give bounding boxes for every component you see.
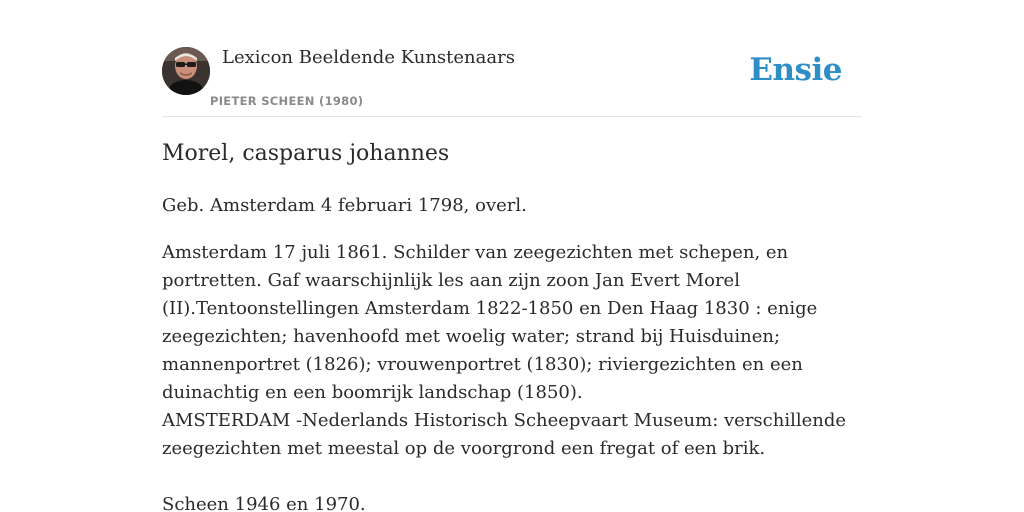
source-title[interactable]: Lexicon Beeldende Kunstenaars (222, 47, 515, 68)
entry-article (162, 138, 862, 512)
entry-paragraph: Scheen 1946 en 1970. (162, 494, 366, 512)
source-header (162, 46, 862, 117)
entry-paragraph: Geb. Amsterdam 4 februari 1798, overl. (162, 195, 527, 216)
ensie-logo[interactable]: Ensie (749, 52, 842, 88)
entry-title: Morel, casparus johannes (162, 141, 450, 166)
entry-paragraph: AMSTERDAM -Nederlands Historisch Scheepvaart Museum: verschillende zeegezichten met meestal op de voorgrond een fregat of een brik. (162, 410, 847, 459)
author-portrait-icon (162, 47, 210, 95)
source-author: PIETER SCHEEN (1980) (210, 94, 364, 108)
author-avatar[interactable] (162, 47, 210, 95)
entry-paragraph: Amsterdam 17 juli 1861. Schilder van zeegezichten met schepen, en portretten. Gaf waarschijnlijk les aan zijn zoon Jan Evert Morel (II).Tentoonstellingen Amsterdam 1822-1850 en Den Haag 1830 : enige zeegezichten; havenhoofd met woelig water; strand bij Huisduinen; mannenportret (1826); vrouwenportret (1830); riviergezichten en een duinachtig en een boomrijk landschap (1850). (162, 242, 818, 403)
